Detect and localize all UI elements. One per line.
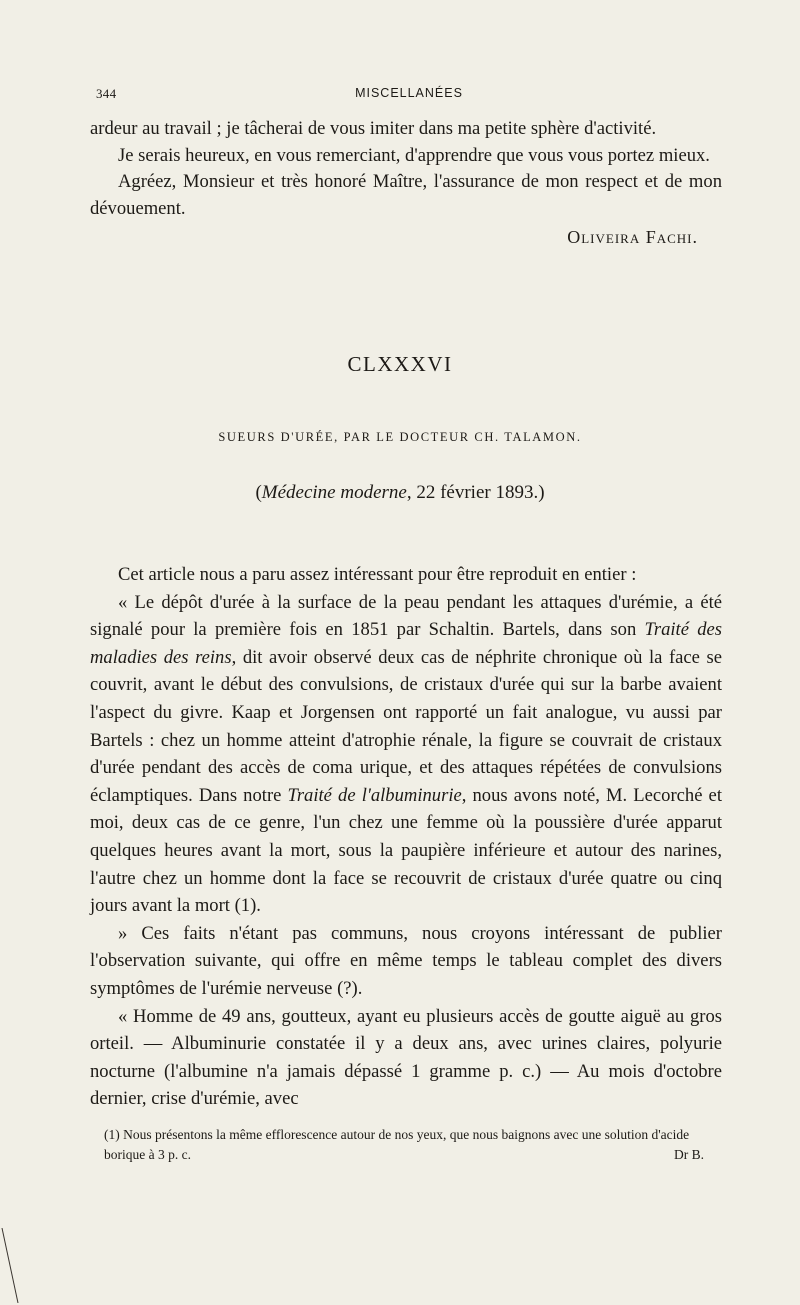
footnote [104,1125,704,1165]
letter-paragraph: ardeur au travail ; je tâcherai de vous imiter dans ma petite sphère d'activité. [90,118,657,139]
text-run: , dit avoir observé deux cas de néphrite chronique où la face se couvrit, avant le début des convulsions, de cristaux d'urée qui sur la barbe avaient l'aspect du givre. Kaap et Jorgensen ont rapporté un fait analogue, vu aussi par Bartels : chez un homme atteint d'atrophie rénale, la figure se couvrait de cristaux d'urée pendant des accès de coma urique, et des attaques répétées de convulsions éclamptiques. Dans notre [90,646,722,806]
book-title: Traité de l'albuminurie [287,784,462,806]
letter-paragraph: Je serais heureux, en vous remerciant, d'apprendre que vous vous portez mieux. [118,144,710,166]
source-date: , 22 février 1893.) [406,482,545,503]
article-source [0,482,800,504]
book-title: Traité des maladies des reins [90,619,722,668]
chapter-number: CLXXXVI [347,352,453,376]
footnote-text: (1) Nous présentons la même efflorescence autour de nos yeux, que nous baignons avec une solution d'acide borique à 3 p. c. [104,1127,690,1162]
article-paragraph: « Homme de 49 ans, goutteux, ayant eu plusieurs accès de goutte aiguë au gros orteil. — Albuminurie constatée il y a deux ans, avec urines claires, polyurie nocturne (l'albumine n'a jamais dépassé 1 gramme p. c.) — Au mois d'octobre dernier, crise d'urémie, avec [90,1005,722,1110]
footnote-rule [90,1094,180,1095]
running-title: MISCELLANÉES [355,86,463,100]
text-run: , nous avons noté, M. Lecorché et moi, deux cas de ce genre, l'un chez une femme où la poussière d'urée apparut quelques heures avant la mort, sous la paupière inférieure et autour des narines, l'autre chez un homme dont la face se recouvrit de cristaux d'urée quatre ou cinq jours avant la mort (1). [90,784,722,917]
letter-end-block [90,116,722,251]
article-paragraph [90,589,722,920]
letter-paragraph: Agréez, Monsieur et très honoré Maître, l'assurance de mon respect et de mon dévouement. [90,171,722,219]
page-number: 344 [96,86,117,101]
margin-mark [0,1228,24,1303]
article-intro: Cet article nous a paru assez intéressant pour être reproduit en entier : [118,564,637,585]
text-run: « Le dépôt d'urée à la surface de la peau pendant les attaques d'urémie, a été signalé pour la première fois en 1851 par Schaltin. Bartels, dans son [90,591,722,641]
source-paren: ( [255,482,262,503]
article-paragraph: » Ces faits n'étant pas communs, nous croyons intéressant de publier l'observation suivante, qui offre en même temps le tableau complet des divers symptômes de l'urémie nerveuse (?). [90,922,722,999]
source-journal: Médecine moderne [261,482,407,503]
letter-signature: Oliveira Fachi. [567,227,698,248]
footnote-signature: Dr B. [674,1147,704,1162]
article-title: SUEURS D'URÉE, PAR LE DOCTEUR CH. TALAMON. [218,430,582,444]
article-body [90,561,722,1113]
